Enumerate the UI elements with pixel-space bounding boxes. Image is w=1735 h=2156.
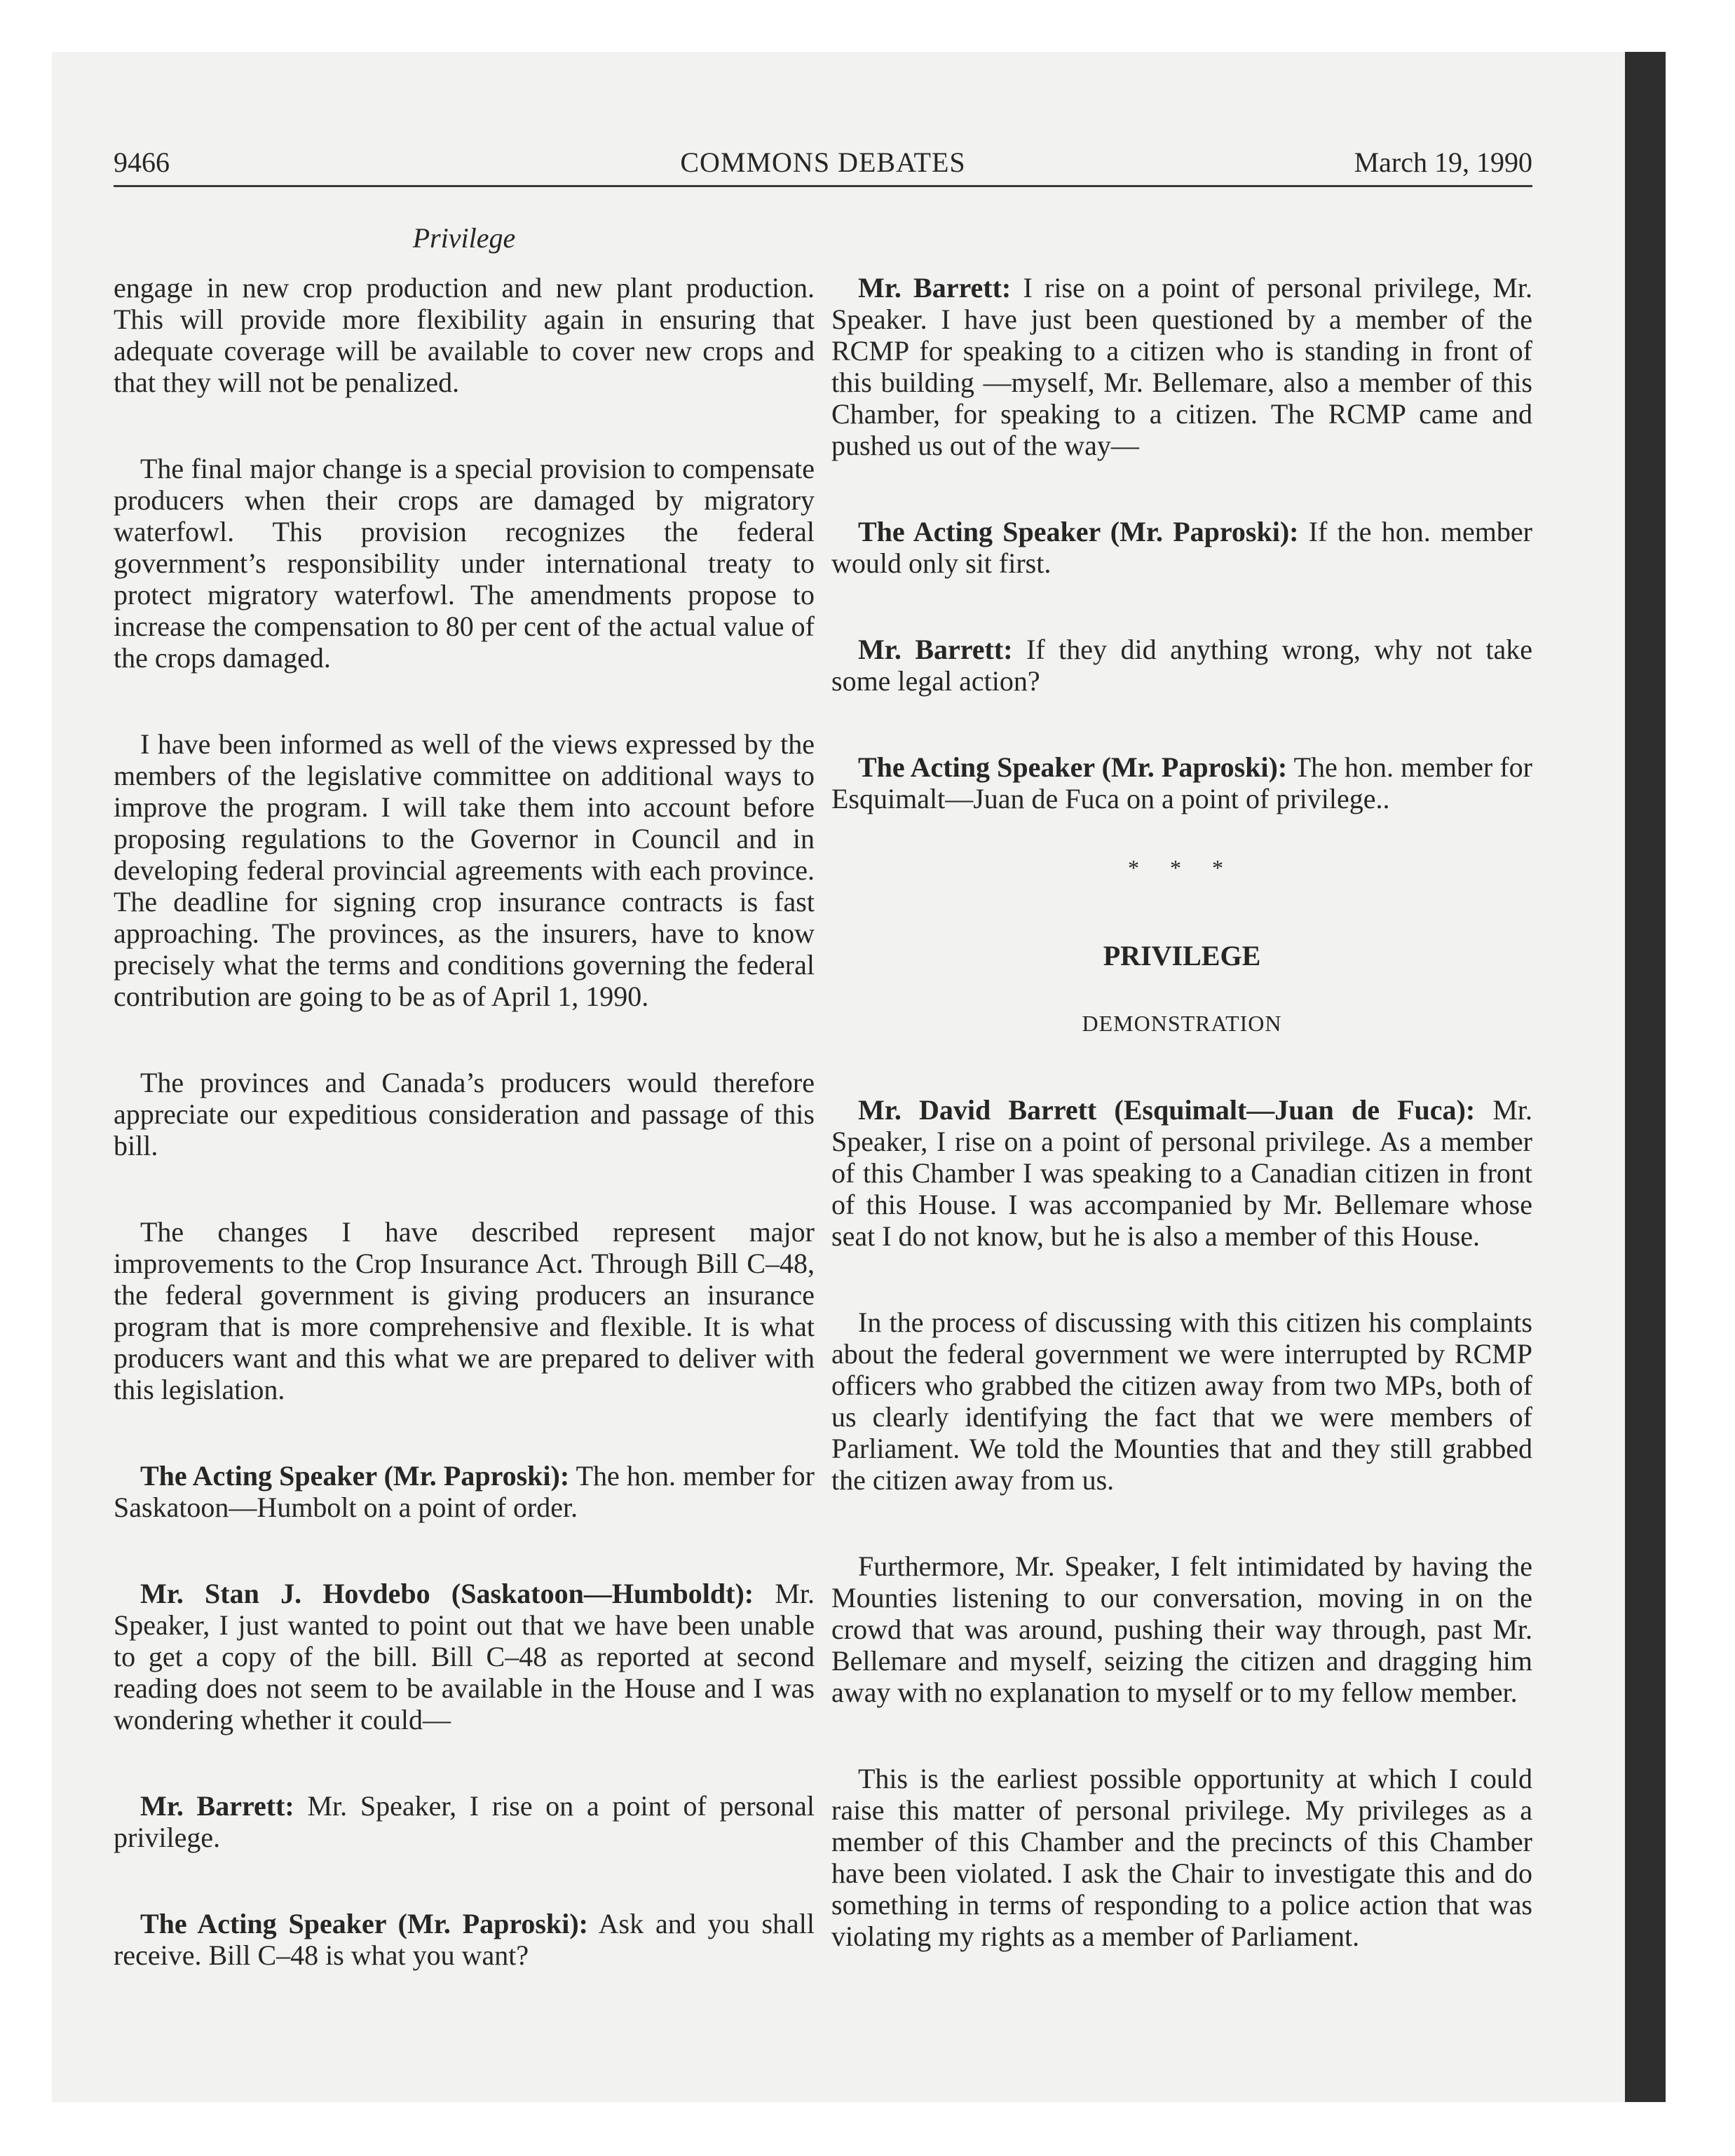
section-subheading: DEMONSTRATION xyxy=(1082,1011,1282,1036)
speaker-name: The Acting Speaker (Mr. Paproski): xyxy=(140,1908,588,1939)
speaker-name: Mr. Barrett: xyxy=(858,634,1013,665)
speech-text: Mr. Speaker, I just wanted to point out that we have been unable to get a copy of the bill. Bill C–48 as reported at second reading does not seem to be available in the House and I was wondering whether it could— xyxy=(114,1578,815,1735)
header-rule xyxy=(114,185,1532,187)
speech-paragraph xyxy=(114,1578,815,1735)
speaker-name: Mr. David Barrett (Esquimalt—Juan de Fuca): xyxy=(858,1094,1476,1126)
speech-paragraph xyxy=(831,272,1532,461)
speech-paragraph xyxy=(114,1790,815,1853)
right-column xyxy=(831,272,1532,1984)
speaker-name: The Acting Speaker (Mr. Paproski): xyxy=(858,516,1299,547)
speaker-name: Mr. Barrett: xyxy=(140,1790,294,1822)
paragraph: I have been informed as well of the views expressed by the members of the legislative committee on additional ways to improve the program. I will take them into account before proposing regulations to the Governor in Council and in developing federal provincial agreements with each province. The deadline for signing crop insurance contracts is fast approaching. The provinces, as the insurers, have to know precisely what the terms and conditions governing the federal contribution are going to be as of April 1, 1990. xyxy=(114,728,815,1012)
paragraph: This is the earliest possible opportunity at which I could raise this matter of personal privilege. My privileges as a member of this Chamber and the precincts of this Chamber have been violated. I ask the Chair to investigate this and do something in terms of responding to a police action that was violating my rights as a member of Parliament. xyxy=(831,1763,1532,1952)
speech-text: If they did anything wrong, why not take some legal action? xyxy=(831,634,1533,697)
paragraph: The provinces and Canada’s producers would therefore appreciate our expeditious consideration and passage of this bill. xyxy=(114,1067,815,1161)
paragraph: The final major change is a special provision to compensate producers when their crops are damaged by migratory waterfowl. This provision recognizes the federal government’s responsibility under international treaty to protect migratory waterfowl. The amendments propose to increase the compensation to 80 per cent of the actual value of the crops damaged. xyxy=(114,453,815,674)
speech-paragraph xyxy=(114,1460,815,1523)
speech-paragraph xyxy=(831,751,1532,814)
publication-title: COMMONS DEBATES xyxy=(680,146,966,178)
speech-text: Mr. Speaker, I rise on a point of personal privilege. xyxy=(114,1790,815,1853)
speech-text: I rise on a point of personal privilege, Mr. Speaker. I have just been questioned by a member of the RCMP for speaking to a citizen who is standing in front of this building —myself, Mr. Bellemare, also a member of this Chamber, for speaking to a citizen. The RCMP came and pushed us out of the way— xyxy=(831,272,1533,461)
section-label: Privilege xyxy=(412,222,516,254)
speech-text: If the hon. member would only sit first. xyxy=(831,516,1532,579)
paragraph: Furthermore, Mr. Speaker, I felt intimidated by having the Mounties listening to our conversation, moving in on the crowd that was around, pushing their way through, past Mr. Bellemare and myself, seizing the citizen and dragging him away with no explanation to myself or to my fellow member. xyxy=(831,1550,1532,1708)
paragraph: engage in new crop production and new plant production. This will provide more flexibility again in ensuring that adequate coverage will be available to cover new crops and that they will not be penalized. xyxy=(114,272,815,398)
left-column xyxy=(114,272,815,2003)
speech-paragraph xyxy=(831,634,1532,697)
speaker-name: Mr. Stan J. Hovdebo (Saskatoon—Humboldt): xyxy=(140,1578,754,1609)
paragraph: In the process of discussing with this citizen his complaints about the federal government we were interrupted by RCMP officers who grabbed the citizen away from two MPs, both of us clearly identifying the fact that we were members of Parliament. We told the Mounties that and they still grabbed the citizen away from us. xyxy=(831,1306,1532,1496)
speaker-name: The Acting Speaker (Mr. Paproski): xyxy=(858,751,1288,783)
speech-paragraph xyxy=(831,516,1532,579)
speaker-name: The Acting Speaker (Mr. Paproski): xyxy=(140,1460,570,1492)
speech-text: The hon. member for Saskatoon—Humbolt on a point of order. xyxy=(114,1460,815,1523)
speech-paragraph xyxy=(831,1094,1532,1252)
speech-paragraph xyxy=(114,1908,815,1971)
speech-text: The hon. member for Esquimalt—Juan de Fuca on a point of privilege.. xyxy=(831,751,1532,814)
header-date: March 19, 1990 xyxy=(1354,146,1532,178)
speaker-name: Mr. Barrett: xyxy=(858,272,1012,303)
section-separator: * * * xyxy=(1128,855,1236,880)
section-heading: PRIVILEGE xyxy=(1103,940,1261,971)
speech-text: Mr. Speaker, I rise on a point of personal privilege. As a member of this Chamber I was speaking to a Canadian citizen in front of this House. I was accompanied by Mr. Bellemare whose seat I do not know, but he is also a member of this House. xyxy=(831,1094,1532,1252)
speech-text: Ask and you shall receive. Bill C–48 is what you want? xyxy=(114,1908,815,1971)
page-number: 9466 xyxy=(114,146,170,178)
paragraph: The changes I have described represent major improvements to the Crop Insurance Act. Through Bill C–48, the federal government is giving producers an insurance program that is more comprehensive and flexible. It is what producers want and this what we are prepared to deliver with this legislation. xyxy=(114,1216,815,1405)
page-header xyxy=(114,146,1532,185)
scan-edge-shadow xyxy=(1625,52,1666,2102)
